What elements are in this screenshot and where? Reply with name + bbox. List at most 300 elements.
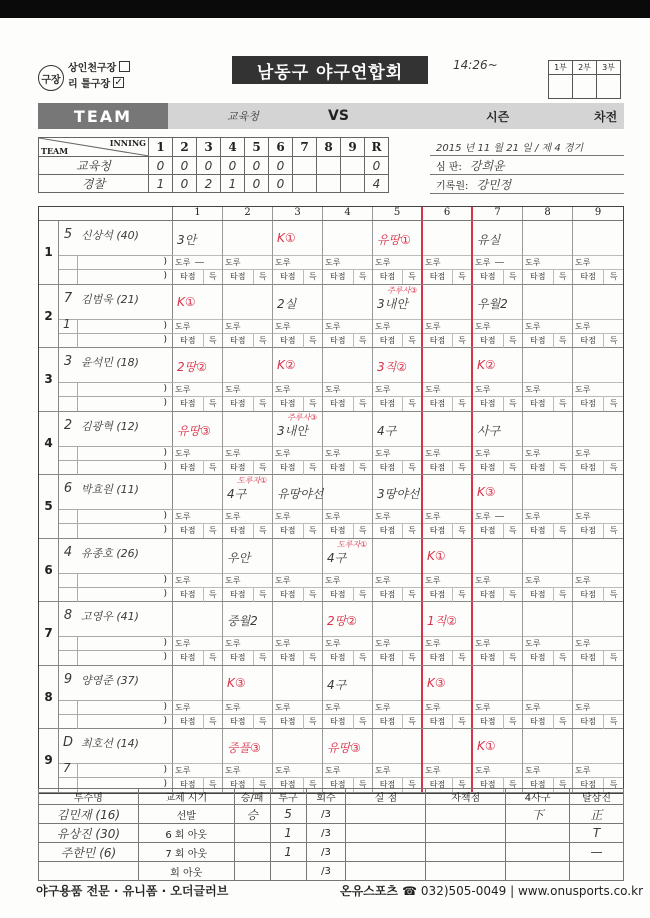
at-bat-cell[interactable] xyxy=(323,285,373,348)
at-bat-cell[interactable] xyxy=(523,666,573,729)
score-cell: 2 xyxy=(197,175,221,193)
rbi-label: 타점 xyxy=(323,397,354,411)
position-number: 7 xyxy=(63,290,73,306)
pitcher-er[interactable] xyxy=(426,824,506,843)
steal-label: 도루 xyxy=(475,448,491,458)
at-bat-cell[interactable] xyxy=(373,539,423,602)
steal-label: 도루 xyxy=(425,385,441,394)
steal-label: 도루 xyxy=(375,575,391,585)
steal-label: 도루 xyxy=(325,766,341,775)
batting-order: 8 xyxy=(39,666,59,729)
sub-batter[interactable] xyxy=(59,255,173,269)
pitcher-time[interactable]: 7 회 아웃 xyxy=(138,843,234,862)
run-label: 득 xyxy=(609,399,618,408)
steal-row xyxy=(573,763,623,777)
rbi-row xyxy=(523,587,572,602)
score-cell: 0 xyxy=(269,157,293,175)
rbi-label: 타점 xyxy=(173,461,204,475)
at-bat-cell[interactable] xyxy=(223,285,273,348)
steal-label: 도루 xyxy=(575,448,591,458)
steal-label: 도루 xyxy=(525,448,541,458)
at-bat-cell[interactable] xyxy=(423,348,473,411)
sub-batter[interactable] xyxy=(59,509,173,523)
pitcher-name[interactable]: 주한민 (6) xyxy=(39,843,139,862)
steal-value: — xyxy=(494,257,505,268)
at-bat-cell[interactable] xyxy=(473,666,523,729)
run-label: 득 xyxy=(258,272,267,281)
at-bat-cell[interactable] xyxy=(473,221,523,284)
steal-row xyxy=(373,573,421,587)
at-bat-cell[interactable] xyxy=(373,729,423,792)
batter-name: 윤석민 (18) xyxy=(81,356,139,369)
steal-row xyxy=(273,446,322,460)
rbi-row xyxy=(223,714,272,729)
pitcher-bb[interactable]: 下 xyxy=(506,805,570,824)
at-bat-cell[interactable] xyxy=(323,729,373,792)
sub-batter[interactable] xyxy=(59,636,173,650)
steal-label: 도루 xyxy=(225,766,241,775)
pitcher-er[interactable] xyxy=(426,862,506,881)
sub-batter[interactable] xyxy=(59,763,173,777)
at-bat-cell[interactable] xyxy=(223,412,273,475)
steal-label: 도루 xyxy=(325,321,341,331)
at-bat-cell[interactable] xyxy=(323,602,373,665)
at-bat-cell[interactable] xyxy=(173,539,223,602)
at-bat-cell[interactable] xyxy=(223,221,273,284)
at-bat-result: K③ xyxy=(427,675,446,690)
rbi-label: 타점 xyxy=(573,651,604,665)
at-bat-cell[interactable] xyxy=(223,348,273,411)
paren: ) xyxy=(163,574,167,585)
rbi-label: 타점 xyxy=(223,524,254,538)
batter-name: 고영우 (41) xyxy=(81,610,139,623)
batter-row xyxy=(39,666,623,730)
batter-row xyxy=(39,539,623,603)
steal-label: 도루 xyxy=(475,258,491,267)
rbi-row xyxy=(323,523,372,538)
steal-label: 도루 xyxy=(425,766,441,775)
pitching-header xyxy=(39,789,624,805)
run-label: 득 xyxy=(258,335,267,345)
steal-label: 도루 xyxy=(275,766,291,775)
at-bat-cell[interactable] xyxy=(373,666,423,729)
at-bat-cell[interactable] xyxy=(573,285,623,348)
at-bat-result: K① xyxy=(477,739,496,753)
pitcher-pitch[interactable]: 1 xyxy=(270,824,306,843)
at-bat-cell[interactable] xyxy=(323,539,373,602)
at-bat-cell[interactable] xyxy=(473,412,523,475)
at-bat-cell[interactable] xyxy=(423,602,473,665)
at-bat-cell[interactable] xyxy=(273,539,323,602)
steal-row xyxy=(323,446,372,460)
sub-batter[interactable] xyxy=(59,573,173,587)
rbi-row xyxy=(323,269,372,284)
pitcher-er[interactable] xyxy=(426,805,506,824)
steal-row xyxy=(423,763,471,777)
pitcher-so[interactable]: T xyxy=(570,824,624,843)
at-bat-cell[interactable] xyxy=(523,475,573,538)
steal-row xyxy=(323,573,372,587)
at-bat-cell[interactable] xyxy=(423,539,473,602)
inning-5-hdr: 5 xyxy=(245,138,269,157)
rbi-row xyxy=(273,396,322,411)
batting-grid xyxy=(38,206,624,794)
at-bat-note: 도루자① xyxy=(337,539,368,549)
at-bat-cell[interactable] xyxy=(323,412,373,475)
at-bat-cell[interactable] xyxy=(173,285,223,348)
steal-label: 도루 xyxy=(275,702,291,712)
inning-9-hdr: 9 xyxy=(341,138,365,157)
pitcher-time[interactable]: 회 아웃 xyxy=(138,862,234,881)
steal-label: 도루 xyxy=(575,512,591,521)
steal-row xyxy=(473,319,522,333)
at-bat-cell[interactable] xyxy=(173,412,223,475)
rbi-row xyxy=(323,650,372,665)
steal-label: 도루 xyxy=(525,766,541,775)
pitcher-time[interactable]: 6 회 아웃 xyxy=(138,824,234,843)
rbi-label: 타점 xyxy=(473,588,504,602)
pitcher-runs[interactable] xyxy=(346,843,426,862)
at-bat-cell[interactable] xyxy=(273,602,323,665)
at-bat-cell[interactable] xyxy=(423,221,473,284)
at-bat-cell[interactable] xyxy=(273,285,323,348)
steal-label: 도루 xyxy=(575,702,591,712)
batting-order: 4 xyxy=(39,412,59,475)
at-bat-cell[interactable] xyxy=(173,348,223,411)
at-bat-cell[interactable] xyxy=(173,602,223,665)
pitcher-inn[interactable]: /3 xyxy=(306,843,346,862)
at-bat-cell[interactable] xyxy=(573,475,623,538)
pitcher-pitch[interactable]: 1 xyxy=(270,843,306,862)
pitcher-er[interactable] xyxy=(426,843,506,862)
division-2: 2부 xyxy=(573,61,597,75)
at-bat-cell[interactable] xyxy=(323,221,373,284)
score-cell: 1 xyxy=(221,175,245,193)
rbi-label: 타점 xyxy=(173,524,204,538)
at-bat-cell[interactable] xyxy=(223,602,273,665)
steal-row xyxy=(573,573,623,587)
rbi-label: 타점 xyxy=(273,524,304,538)
rbi-label: 타점 xyxy=(223,778,254,792)
steal-label: 도루 xyxy=(475,639,491,648)
rbi-row xyxy=(423,269,471,284)
sub-batter[interactable] xyxy=(59,446,173,460)
at-bat-cell[interactable] xyxy=(523,221,573,284)
run-label: 득 xyxy=(408,462,416,472)
rbi-row xyxy=(573,460,623,475)
rbi-row xyxy=(423,587,471,602)
batter-row xyxy=(39,412,623,476)
run-label: 득 xyxy=(408,335,416,345)
at-bat-cell[interactable] xyxy=(323,475,373,538)
at-bat-result: 중플③ xyxy=(227,741,261,755)
at-bat-result: 유땅③ xyxy=(177,423,211,438)
steal-row xyxy=(373,319,421,333)
steal-label: 도루 xyxy=(275,512,291,521)
score-cell xyxy=(341,175,365,193)
pitcher-runs[interactable] xyxy=(346,824,426,843)
sub-position: 7 xyxy=(63,761,71,775)
run-label: 득 xyxy=(208,526,217,535)
at-bat-cell[interactable] xyxy=(273,412,323,475)
team-bar xyxy=(38,103,624,129)
pitcher-inn[interactable]: /3 xyxy=(306,824,346,843)
steal-label: 도루 xyxy=(225,639,241,648)
at-bat-result: 2땅② xyxy=(327,614,357,628)
rbi-label: 타점 xyxy=(273,651,304,665)
batter-info xyxy=(59,285,173,348)
rbi-label: 타점 xyxy=(273,334,304,348)
run-label: 득 xyxy=(508,589,517,599)
pitcher-inn[interactable]: /3 xyxy=(306,862,346,881)
pitcher-wl[interactable] xyxy=(234,843,270,862)
inning-score-table xyxy=(38,137,389,193)
at-bat-cell[interactable] xyxy=(173,729,223,792)
at-bat-cell[interactable] xyxy=(573,539,623,602)
steal-row xyxy=(173,319,222,333)
venue-1-checkbox[interactable] xyxy=(119,61,130,72)
at-bat-cell[interactable] xyxy=(523,729,573,792)
run-label: 득 xyxy=(408,399,416,408)
run-label: 득 xyxy=(558,399,567,408)
paren: ) xyxy=(163,334,167,345)
pitching-col-hdr: 탈삼진 xyxy=(570,789,624,805)
pitcher-wl[interactable] xyxy=(234,824,270,843)
sub-batter-2[interactable] xyxy=(59,523,173,538)
venue-option-2[interactable] xyxy=(68,75,124,90)
at-bat-result: 유땅야선 xyxy=(277,487,324,501)
at-bat-cell[interactable] xyxy=(473,539,523,602)
position-number: 9 xyxy=(63,671,73,687)
run-label: 득 xyxy=(508,335,517,345)
pitcher-so[interactable]: 正 xyxy=(570,805,624,824)
steal-label: 도루 xyxy=(425,512,441,521)
at-bat-cell[interactable] xyxy=(273,221,323,284)
at-bat-cell[interactable] xyxy=(373,475,423,538)
position-number: 6 xyxy=(63,481,73,496)
vs-label: VS xyxy=(328,108,349,124)
at-bat-cell[interactable] xyxy=(473,729,523,792)
sub-batter-2[interactable] xyxy=(59,269,173,284)
at-bat-cell[interactable] xyxy=(473,348,523,411)
steal-label: 도루 xyxy=(225,321,241,331)
at-bat-cell[interactable] xyxy=(473,285,523,348)
at-bat-cell[interactable] xyxy=(573,729,623,792)
at-bat-cell[interactable] xyxy=(523,539,573,602)
sub-batter-2[interactable] xyxy=(59,714,173,729)
at-bat-cell[interactable] xyxy=(473,475,523,538)
pitcher-bb[interactable] xyxy=(506,843,570,862)
at-bat-cell[interactable] xyxy=(523,285,573,348)
rbi-row xyxy=(423,460,471,475)
paren: ) xyxy=(163,588,167,599)
pitcher-bb[interactable] xyxy=(506,862,570,881)
game-date: 2015 년 11 월 21 일 / 제 4 경기 xyxy=(430,137,624,156)
run-label: 득 xyxy=(308,526,317,535)
run-label: 득 xyxy=(408,780,416,789)
at-bat-cell[interactable] xyxy=(373,412,423,475)
rbi-label: 타점 xyxy=(173,270,204,284)
pitching-col-hdr: 자책점 xyxy=(426,789,506,805)
at-bat-cell[interactable] xyxy=(523,602,573,665)
at-bat-cell[interactable] xyxy=(573,348,623,411)
rbi-label: 타점 xyxy=(473,524,504,538)
steal-row xyxy=(523,573,572,587)
at-bat-cell[interactable] xyxy=(373,285,423,348)
at-bat-cell[interactable] xyxy=(273,729,323,792)
pitcher-inn[interactable]: /3 xyxy=(306,805,346,824)
sub-batter[interactable] xyxy=(59,700,173,714)
at-bat-cell[interactable] xyxy=(423,729,473,792)
rbi-label: 타점 xyxy=(223,334,254,348)
run-label: 득 xyxy=(208,653,217,662)
sub-batter[interactable] xyxy=(59,382,173,396)
at-bat-cell[interactable] xyxy=(573,602,623,665)
rbi-label: 타점 xyxy=(273,397,304,411)
venue-2-checkbox[interactable]: ✓ xyxy=(114,77,123,88)
run-label: 득 xyxy=(258,780,267,789)
pitcher-bb[interactable] xyxy=(506,824,570,843)
steal-row xyxy=(323,700,372,714)
rbi-label: 타점 xyxy=(573,270,604,284)
pitcher-wl[interactable]: 승 xyxy=(234,805,270,824)
division-2-box[interactable] xyxy=(573,75,597,99)
rbi-label: 타점 xyxy=(473,270,504,284)
at-bat-cell[interactable] xyxy=(273,475,323,538)
at-bat-result: 유땅③ xyxy=(327,741,361,755)
division-3-box[interactable] xyxy=(597,75,621,99)
rbi-label: 타점 xyxy=(473,334,504,348)
run-label: 득 xyxy=(358,653,367,662)
pitcher-pitch[interactable] xyxy=(270,862,306,881)
steal-row xyxy=(273,382,322,396)
at-bat-cell[interactable] xyxy=(273,348,323,411)
pitcher-runs[interactable] xyxy=(346,862,426,881)
rbi-row xyxy=(423,523,471,538)
steal-label: 도루 xyxy=(275,575,291,585)
game-time: 14:26~ xyxy=(453,58,498,72)
at-bat-cell[interactable] xyxy=(573,666,623,729)
pitcher-name[interactable] xyxy=(39,862,139,881)
steal-row xyxy=(373,446,421,460)
at-bat-cell[interactable] xyxy=(373,348,423,411)
rbi-row xyxy=(223,333,272,348)
inning-col-hdr: 5 xyxy=(373,207,423,220)
at-bat-cell[interactable] xyxy=(323,348,373,411)
sub-batter-2[interactable] xyxy=(59,650,173,665)
at-bat-result: 3내안 xyxy=(277,423,308,438)
at-bat-cell[interactable] xyxy=(273,666,323,729)
steal-label: 도루 xyxy=(175,385,191,394)
batter-name: 최호선 (14) xyxy=(81,737,139,750)
at-bat-cell[interactable] xyxy=(573,221,623,284)
at-bat-cell[interactable] xyxy=(173,221,223,284)
rbi-label: 타점 xyxy=(323,270,354,284)
rbi-row xyxy=(323,714,372,729)
paren: ) xyxy=(163,701,167,712)
pitcher-name[interactable]: 유상진 (30) xyxy=(39,824,139,843)
rbi-label: 타점 xyxy=(173,588,204,602)
pitcher-wl[interactable] xyxy=(234,862,270,881)
at-bat-cell[interactable] xyxy=(173,475,223,538)
at-bat-cell[interactable] xyxy=(423,285,473,348)
at-bat-cell[interactable] xyxy=(223,666,273,729)
paren: ) xyxy=(163,638,167,648)
pitcher-time[interactable]: 선발 xyxy=(138,805,234,824)
at-bat-cell[interactable] xyxy=(423,475,473,538)
steal-label: 도루 xyxy=(525,321,541,331)
inning-col-hdr: 3 xyxy=(273,207,323,220)
at-bat-cell[interactable] xyxy=(323,666,373,729)
at-bat-note: 주루사③ xyxy=(287,412,318,422)
at-bat-cell[interactable] xyxy=(373,221,423,284)
run-label: 득 xyxy=(508,653,517,662)
steal-row xyxy=(223,763,272,777)
at-bat-cell[interactable] xyxy=(423,412,473,475)
batter-info xyxy=(59,221,173,284)
paren: ) xyxy=(163,715,167,726)
at-bat-cell[interactable] xyxy=(523,412,573,475)
at-bat-cell[interactable] xyxy=(473,602,523,665)
at-bat-cell[interactable] xyxy=(373,602,423,665)
rbi-row xyxy=(373,523,421,538)
at-bat-cell[interactable] xyxy=(223,539,273,602)
pitcher-row xyxy=(39,843,624,862)
sub-batter-2[interactable] xyxy=(59,460,173,475)
steal-label: 도루 xyxy=(225,385,241,394)
paren: ) xyxy=(163,779,167,789)
division-1-box[interactable] xyxy=(549,75,573,99)
steal-label: 도루 xyxy=(525,385,541,394)
at-bat-cell[interactable] xyxy=(223,475,273,538)
sub-batter-2[interactable] xyxy=(59,333,173,348)
at-bat-cell[interactable] xyxy=(173,666,223,729)
pitcher-pitch[interactable]: 5 xyxy=(270,805,306,824)
paren: ) xyxy=(163,652,167,662)
at-bat-result: 3땅야선 xyxy=(377,487,420,501)
paren: ) xyxy=(163,525,167,535)
pitcher-so[interactable] xyxy=(570,862,624,881)
steal-row xyxy=(373,509,421,523)
batter-row xyxy=(39,221,623,285)
sub-batter-2[interactable] xyxy=(59,587,173,602)
at-bat-result: K① xyxy=(277,231,296,245)
venue-option-1[interactable] xyxy=(68,59,130,74)
batter-row xyxy=(39,602,623,666)
at-bat-cell[interactable] xyxy=(573,412,623,475)
at-bat-cell[interactable] xyxy=(223,729,273,792)
steal-row xyxy=(173,763,222,777)
sub-batter-2[interactable] xyxy=(59,396,173,411)
pitcher-name[interactable]: 김민재 (16) xyxy=(39,805,139,824)
steal-label: 도루 xyxy=(475,321,491,331)
rbi-row xyxy=(223,650,272,665)
steal-label: 도루 xyxy=(425,575,441,585)
sub-batter[interactable] xyxy=(59,316,173,333)
pitcher-so[interactable]: — xyxy=(570,843,624,862)
pitcher-runs[interactable] xyxy=(346,805,426,824)
rbi-label: 타점 xyxy=(373,461,403,475)
rbi-label: 타점 xyxy=(573,778,604,792)
steal-label: 도루 xyxy=(575,385,591,394)
steal-label: 도루 xyxy=(525,575,541,585)
at-bat-cell[interactable] xyxy=(423,666,473,729)
steal-row xyxy=(273,636,322,650)
at-bat-cell[interactable] xyxy=(523,348,573,411)
steal-row xyxy=(173,382,222,396)
footer-brand: 온유스포츠 xyxy=(340,884,398,898)
steal-row xyxy=(473,255,522,269)
